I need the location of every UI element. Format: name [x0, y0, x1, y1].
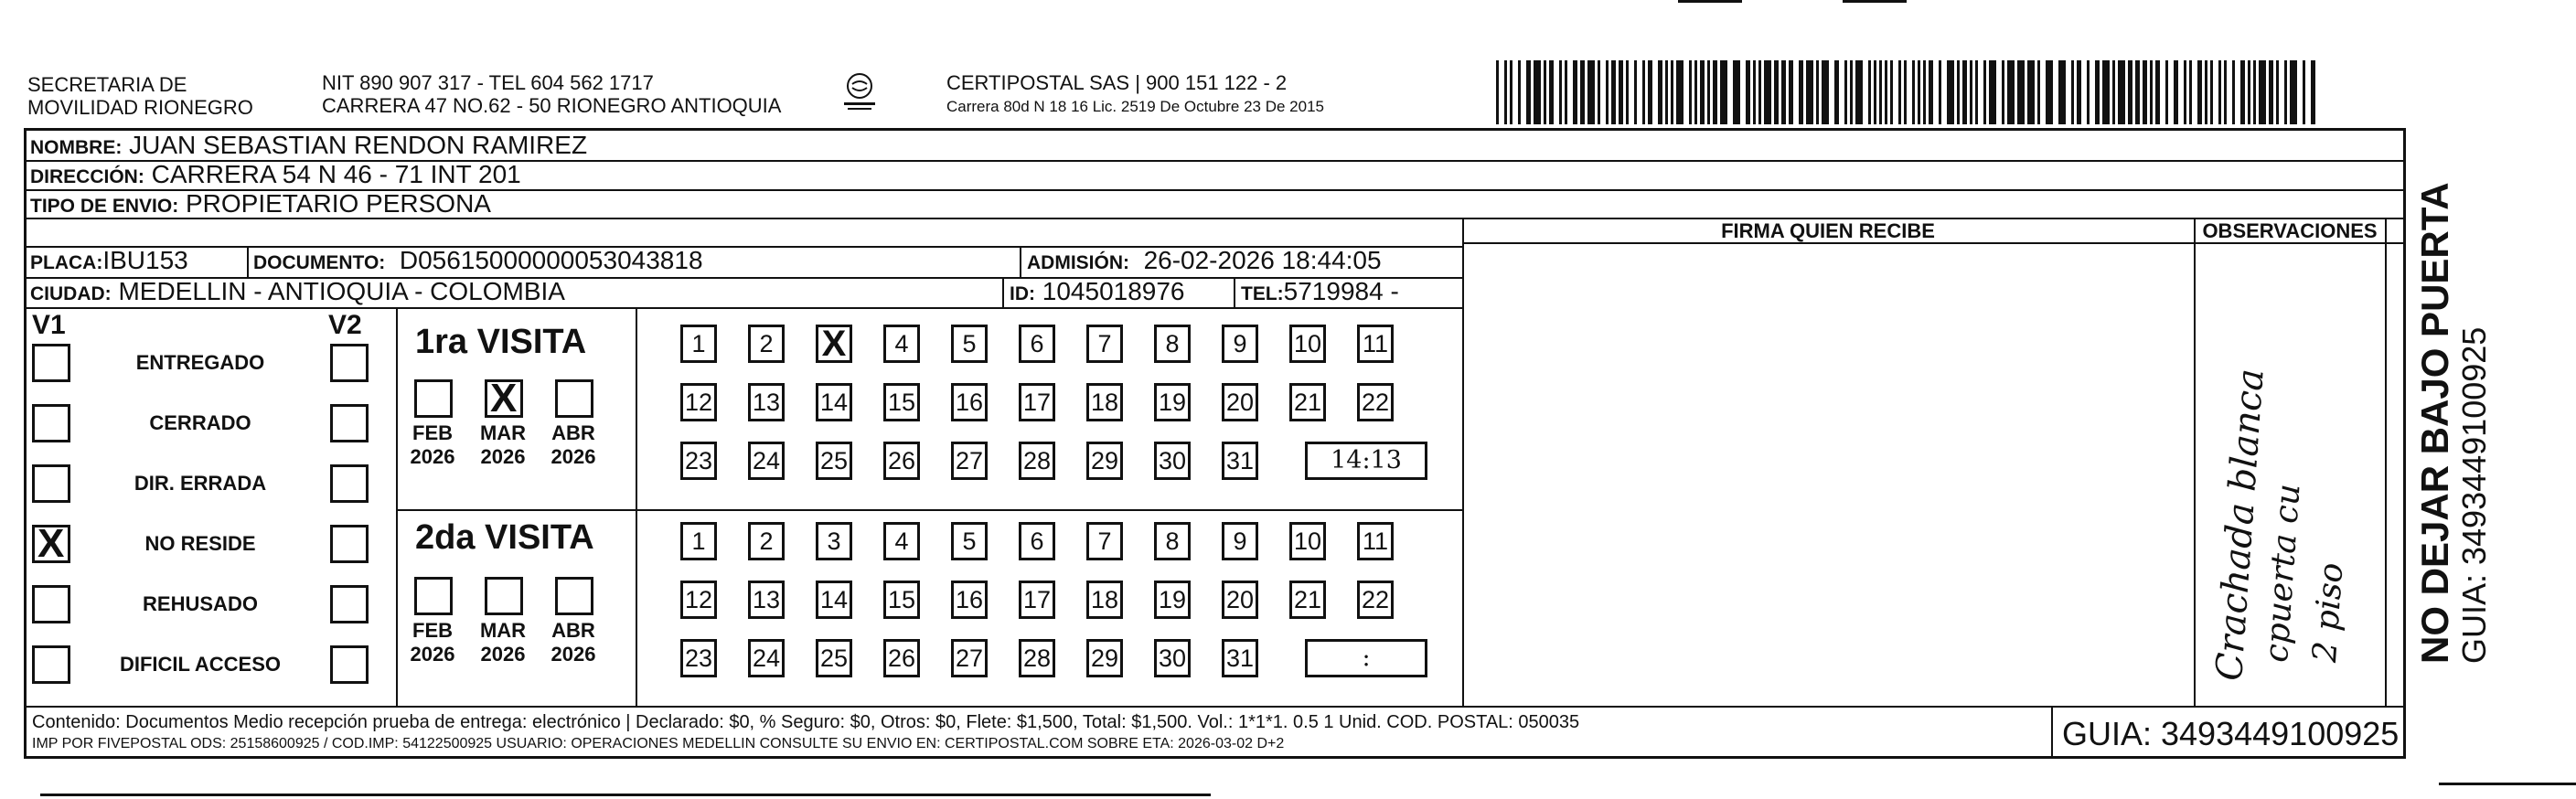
- day-box[interactable]: 28: [1019, 639, 1055, 677]
- month-checkbox[interactable]: [555, 577, 593, 615]
- day-box[interactable]: 25: [816, 442, 852, 480]
- day-box[interactable]: 20: [1222, 383, 1258, 421]
- time-box[interactable]: 14:13: [1305, 442, 1427, 480]
- side-text: [2414, 182, 2493, 664]
- day-box[interactable]: 8: [1154, 325, 1191, 363]
- v1-checkbox[interactable]: [32, 464, 70, 503]
- v2-checkbox[interactable]: [330, 525, 369, 563]
- day-box[interactable]: 13: [748, 383, 785, 421]
- status-label: NO RESIDE: [144, 532, 256, 555]
- direccion-value: CARRERA 54 N 46 - 71 INT 201: [151, 160, 521, 188]
- admision-value: 26-02-2026 18:44:05: [1143, 246, 1382, 274]
- v1-checkbox[interactable]: [32, 404, 70, 442]
- day-box[interactable]: 10: [1289, 325, 1326, 363]
- courier-line-1: CERTIPOSTAL SAS | 900 151 122 - 2: [946, 71, 1288, 94]
- nit-block: [322, 71, 781, 117]
- day-box[interactable]: 30: [1154, 639, 1191, 677]
- top-rule-1: [1678, 0, 1742, 3]
- month-label: MAR 2026: [479, 619, 527, 666]
- month-checkbox[interactable]: [414, 379, 453, 418]
- firma-header: FIRMA QUIEN RECIBE: [1721, 219, 1935, 242]
- org-line-2: MOVILIDAD RIONEGRO: [27, 96, 253, 119]
- no-dejar-bajo-puerta: NO DEJAR BAJO PUERTA: [2413, 182, 2456, 664]
- day-box[interactable]: 18: [1086, 581, 1123, 619]
- top-rule-2: [1843, 0, 1907, 3]
- visit2-title: 2da VISITA: [415, 518, 594, 557]
- month-checkbox[interactable]: [555, 379, 593, 418]
- day-box[interactable]: 16: [951, 383, 988, 421]
- barcode-icon: [1496, 60, 2319, 124]
- obs-line-1: Crachada blanca: [2208, 367, 2272, 683]
- v1-checkbox[interactable]: [32, 344, 70, 382]
- day-box[interactable]: 9: [1222, 522, 1258, 560]
- day-box[interactable]: 2: [748, 325, 785, 363]
- day-box[interactable]: 26: [883, 639, 920, 677]
- day-box[interactable]: 22: [1357, 581, 1394, 619]
- nit-line-1: NIT 890 907 317 - TEL 604 562 1717: [322, 71, 654, 94]
- observaciones-header: OBSERVACIONES: [2202, 219, 2378, 242]
- org-name: [27, 73, 253, 119]
- day-box[interactable]: 15: [883, 383, 920, 421]
- v2-checkbox[interactable]: [330, 464, 369, 503]
- v2-checkbox[interactable]: [330, 404, 369, 442]
- month-label: FEB 2026: [410, 421, 455, 468]
- day-box[interactable]: 19: [1154, 581, 1191, 619]
- documento-field: DOCUMENTO: D05615000000053043818: [253, 246, 703, 274]
- day-box[interactable]: 4: [883, 522, 920, 560]
- day-box[interactable]: 26: [883, 442, 920, 480]
- day-box[interactable]: 21: [1289, 383, 1326, 421]
- id-field: ID: 1045018976: [1010, 277, 1185, 305]
- day-box[interactable]: 1: [680, 522, 717, 560]
- day-box[interactable]: 14: [816, 581, 852, 619]
- ciudad-value: MEDELLIN - ANTIOQUIA - COLOMBIA: [118, 277, 565, 305]
- day-box[interactable]: 31: [1222, 639, 1258, 677]
- placa-value: IBU153: [102, 246, 188, 274]
- v1-label: V1: [32, 310, 66, 340]
- footer-line-1: Contenido: Documentos Medio recepción prueba de entrega: electrónico | Declarado: $0, % Seguro: $0, Otros: $0, Flete: $1,500, Total: $1,500. Vol.: 1*1*1. 0.5 1 Unid. COD. POSTAL: 050035: [32, 712, 1580, 732]
- placa-field: PLACA:IBU153: [30, 246, 188, 274]
- day-box[interactable]: 7: [1086, 522, 1123, 560]
- tipo-envio-value: PROPIETARIO PERSONA: [185, 189, 491, 218]
- courier-block: [946, 71, 1324, 117]
- day-box[interactable]: 14: [816, 383, 852, 421]
- day-box[interactable]: 8: [1154, 522, 1191, 560]
- v1-checkbox[interactable]: [32, 585, 70, 623]
- day-box[interactable]: 10: [1289, 522, 1326, 560]
- day-box[interactable]: 1: [680, 325, 717, 363]
- day-box[interactable]: X: [816, 325, 852, 363]
- admision-field: ADMISIÓN: 26-02-2026 18:44:05: [1027, 246, 1382, 274]
- v2-checkbox[interactable]: [330, 585, 369, 623]
- ciudad-field: CIUDAD: MEDELLIN - ANTIOQUIA - COLOMBIA: [30, 277, 565, 305]
- documento-value: D05615000000053043818: [399, 246, 703, 274]
- day-box[interactable]: 15: [883, 581, 920, 619]
- day-box[interactable]: 25: [816, 639, 852, 677]
- id-value: 1045018976: [1042, 277, 1185, 305]
- day-box[interactable]: 16: [951, 581, 988, 619]
- month-label: MAR 2026: [479, 421, 527, 468]
- check-mark-icon: X: [490, 376, 518, 421]
- day-box[interactable]: 11: [1357, 325, 1394, 363]
- day-box[interactable]: 30: [1154, 442, 1191, 480]
- v2-checkbox[interactable]: [330, 645, 369, 684]
- v1-checkbox[interactable]: [32, 521, 70, 566]
- day-box[interactable]: 27: [951, 639, 988, 677]
- day-box[interactable]: 3: [816, 522, 852, 560]
- tel-value: 5719984 -: [1283, 277, 1399, 305]
- day-box[interactable]: 24: [748, 442, 785, 480]
- certipostal-logo-icon: [837, 68, 882, 113]
- bottom-rule: [40, 794, 1211, 796]
- day-box[interactable]: 18: [1086, 383, 1123, 421]
- day-box[interactable]: 19: [1154, 383, 1191, 421]
- day-box[interactable]: 22: [1357, 383, 1394, 421]
- tipo-envio-field: TIPO DE ENVIO: PROPIETARIO PERSONA: [30, 189, 491, 218]
- nombre-value: JUAN SEBASTIAN RENDON RAMIREZ: [129, 131, 588, 159]
- day-box[interactable]: 12: [680, 581, 717, 619]
- obs-line-2: cpuerta cu: [2258, 482, 2308, 664]
- day-box[interactable]: 31: [1222, 442, 1258, 480]
- day-box[interactable]: 5: [951, 325, 988, 363]
- day-box[interactable]: 23: [680, 442, 717, 480]
- side-guia: GUIA: 3493449100925: [2455, 326, 2493, 664]
- status-label: DIFICIL ACCESO: [119, 653, 281, 676]
- status-label: DIR. ERRADA: [134, 472, 267, 495]
- direccion-field: DIRECCIÓN: CARRERA 54 N 46 - 71 INT 201: [30, 160, 521, 188]
- day-box[interactable]: 6: [1019, 522, 1055, 560]
- status-label: CERRADO: [149, 411, 251, 434]
- day-box[interactable]: 9: [1222, 325, 1258, 363]
- footer-guia: GUIA: 3493449100925: [2062, 715, 2400, 752]
- month-checkbox[interactable]: [485, 376, 523, 421]
- day-box[interactable]: 6: [1019, 325, 1055, 363]
- observaciones-handwriting: [2201, 277, 2384, 702]
- month-label: FEB 2026: [410, 619, 455, 666]
- day-box[interactable]: 12: [680, 383, 717, 421]
- visit1-title: 1ra VISITA: [415, 323, 587, 361]
- delivery-form: [24, 128, 2406, 759]
- right-bottom-rule: [2439, 783, 2576, 785]
- nit-line-2: CARRERA 47 NO.62 - 50 RIONEGRO ANTIOQUIA: [322, 94, 782, 117]
- v2-checkbox[interactable]: [330, 344, 369, 382]
- courier-line-2: Carrera 80d N 18 16 Lic. 2519 De Octubre 23 De 2015: [946, 98, 1324, 115]
- footer-line-2: IMP POR FIVEPOSTAL ODS: 25158600925 / COD.IMP: 54122500925 USUARIO: OPERACIONES MEDELLIN CONSULTE SU ENVIO EN: CERTIPOSTAL.COM SOBRE ETA: 2026-03-02 D+2: [32, 736, 1285, 751]
- status-label: REHUSADO: [143, 592, 258, 615]
- v2-label: V2: [328, 310, 362, 340]
- month-label: ABR 2026: [550, 421, 596, 468]
- obs-line-3: 2 piso: [2306, 561, 2351, 664]
- day-box[interactable]: 24: [748, 639, 785, 677]
- nombre-field: NOMBRE: JUAN SEBASTIAN RENDON RAMIREZ: [30, 131, 588, 159]
- day-box[interactable]: 29: [1086, 442, 1123, 480]
- v1-checkbox[interactable]: [32, 645, 70, 684]
- day-box[interactable]: 21: [1289, 581, 1326, 619]
- day-box[interactable]: 7: [1086, 325, 1123, 363]
- tel-field: TEL:5719984 -: [1241, 277, 1399, 305]
- day-box[interactable]: 23: [680, 639, 717, 677]
- day-box[interactable]: 28: [1019, 442, 1055, 480]
- day-box[interactable]: 29: [1086, 639, 1123, 677]
- day-box[interactable]: 17: [1019, 581, 1055, 619]
- day-box[interactable]: 11: [1357, 522, 1394, 560]
- day-box[interactable]: 20: [1222, 581, 1258, 619]
- day-box[interactable]: 2: [748, 522, 785, 560]
- day-box[interactable]: 17: [1019, 383, 1055, 421]
- day-box[interactable]: 13: [748, 581, 785, 619]
- month-checkbox[interactable]: [485, 577, 523, 615]
- time-box[interactable]: :: [1305, 639, 1427, 677]
- status-label: ENTREGADO: [135, 351, 265, 374]
- month-label: ABR 2026: [550, 619, 596, 666]
- month-checkbox[interactable]: [414, 577, 453, 615]
- day-box[interactable]: 27: [951, 442, 988, 480]
- org-line-1: SECRETARIA DE: [27, 73, 187, 96]
- day-box[interactable]: 5: [951, 522, 988, 560]
- check-mark-icon: X: [37, 521, 65, 566]
- day-box[interactable]: 4: [883, 325, 920, 363]
